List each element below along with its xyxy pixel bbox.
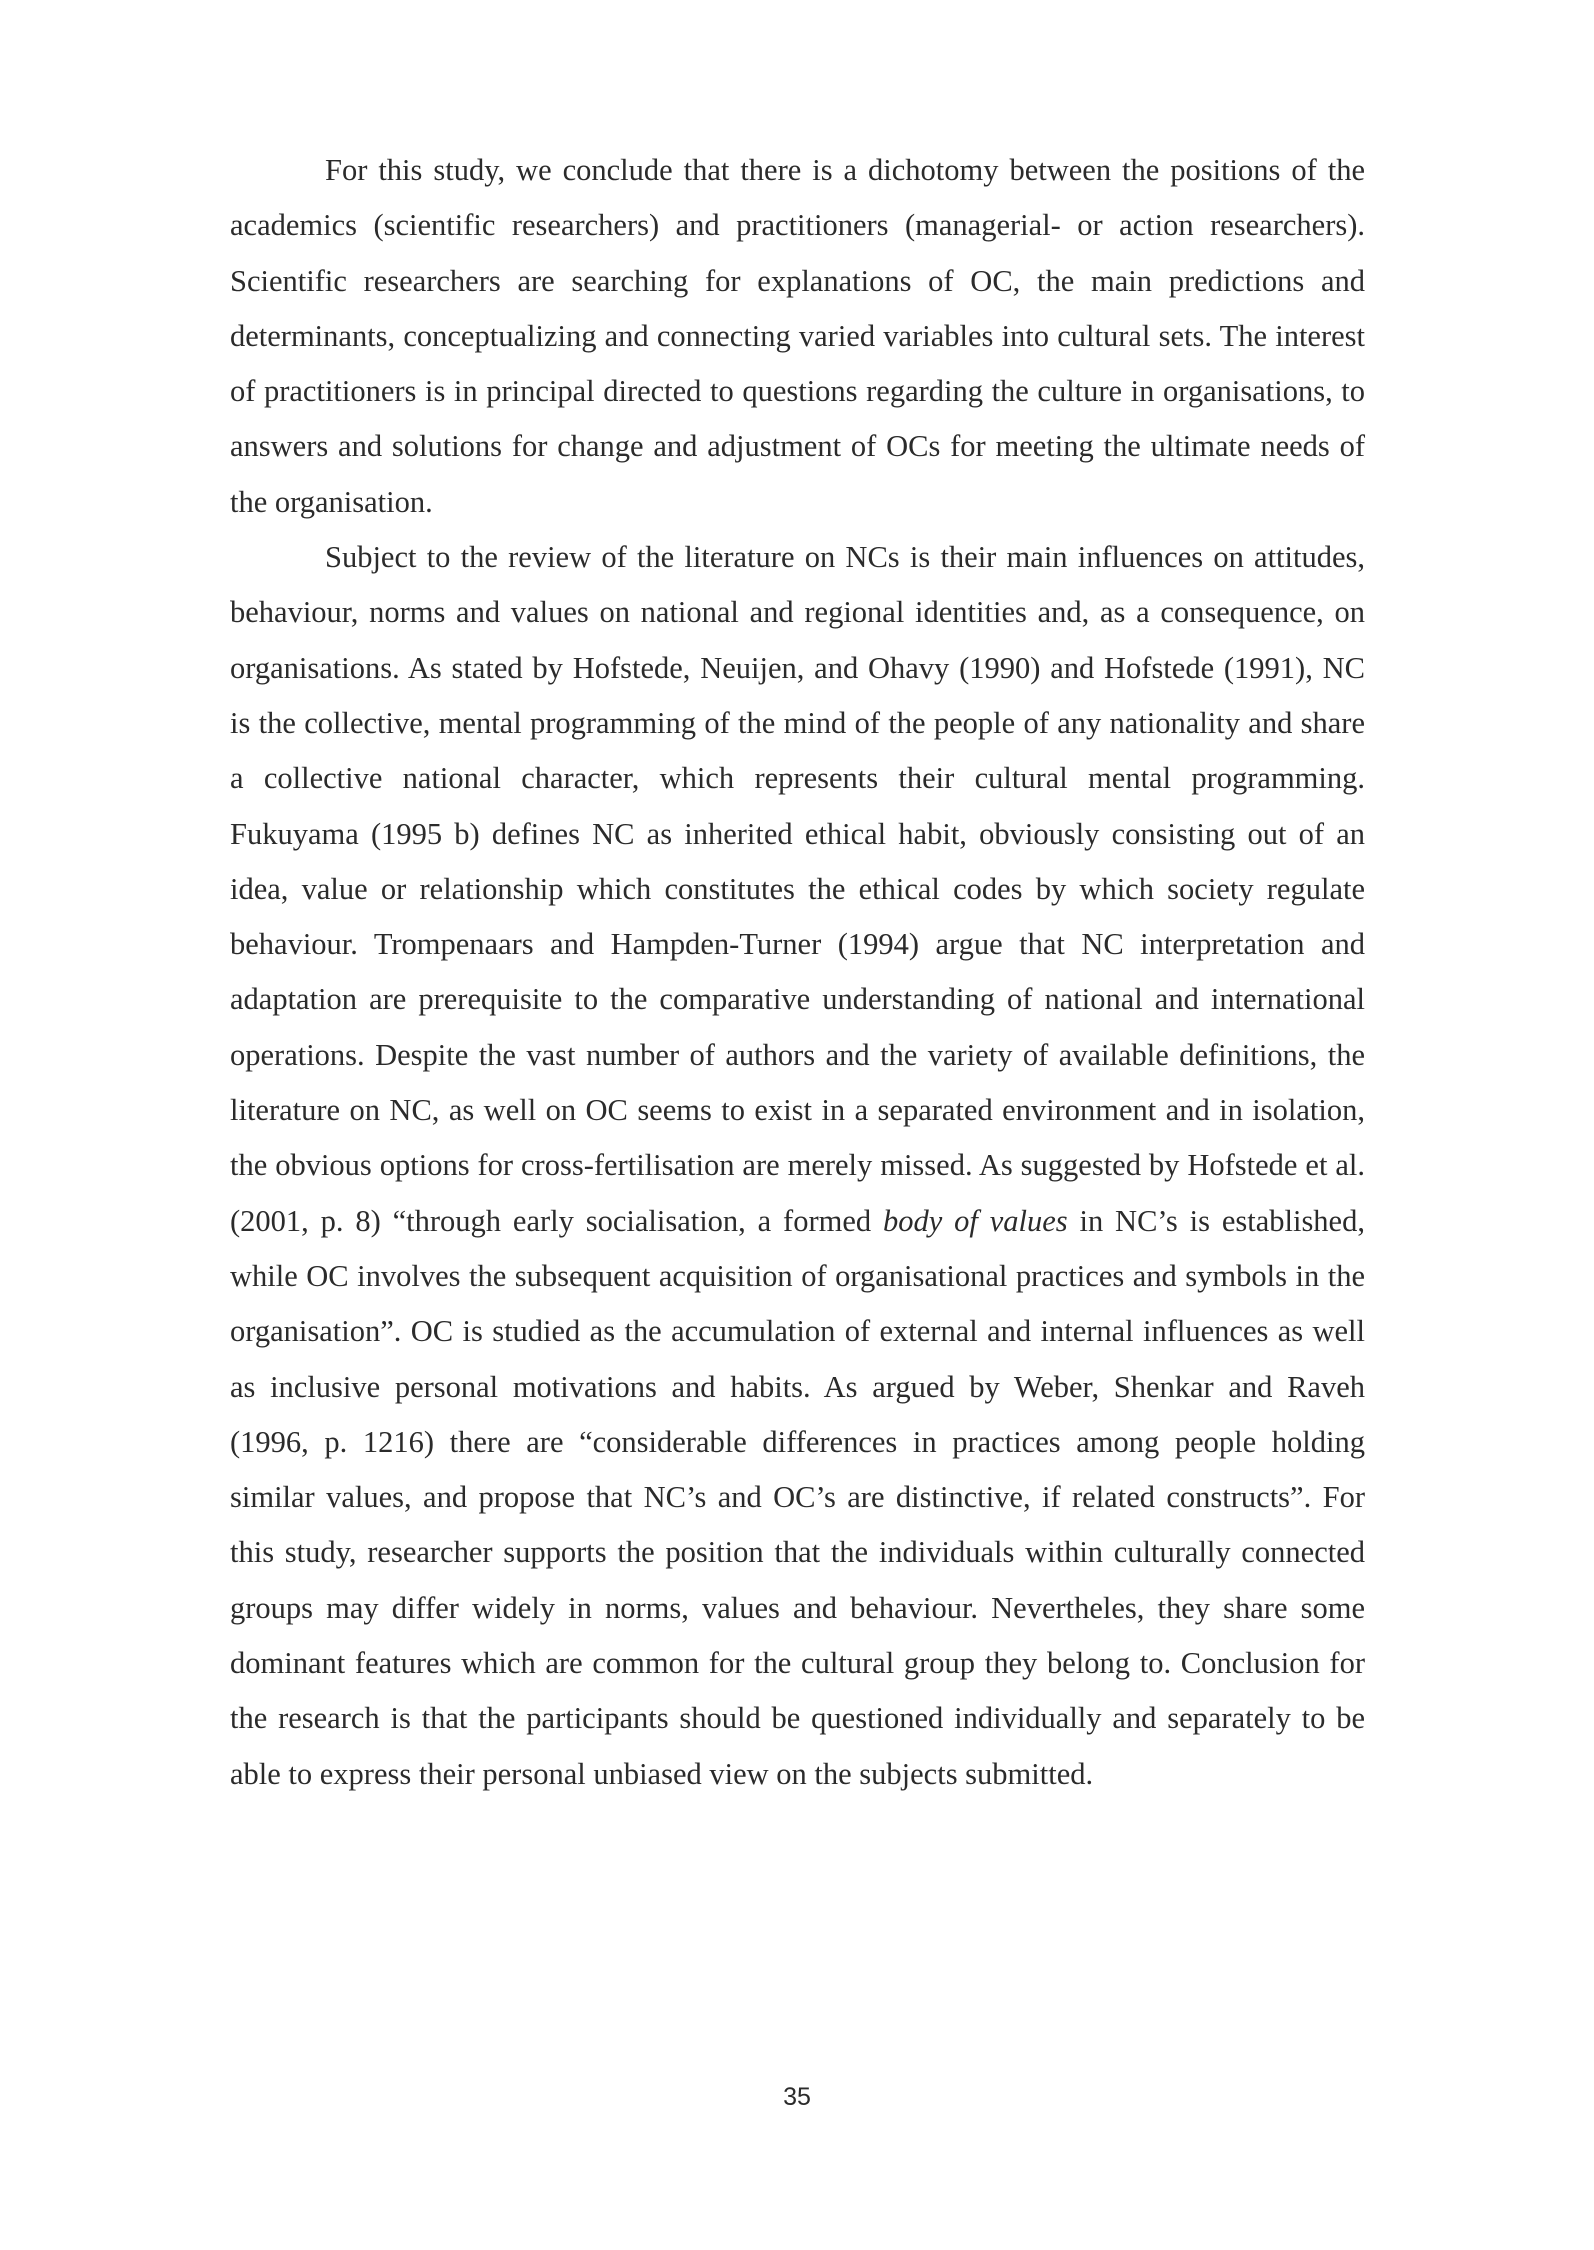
paragraph-2-text-end: in NC’s is established, while OC involves the subsequent acquisition of organisational practices and symbols in the organisation”. OC is studied as the accumulation of external and internal influences as well as inclusive personal motivations and habits. As argued by Weber, Shenkar and Raveh (1996, p. 1216) there are “considerable differences in practices among people holding similar values, and propose that NC’s and OC’s are distinctive, if related constructs”. For this study, researcher supports the position that the individuals within culturally connected groups may differ widely in norms, values and behaviour. Nevertheles, they share some dominant features which are common for the cultural group they belong to. Conclusion for the research is that the participants should be questioned individually and separately to be able to express their personal unbiased view on the subjects submitted. xyxy=(230,1203,1365,1791)
paragraph-2-text-start: Subject to the review of the literature on NCs is their main influences on attitudes, behaviour, norms and values on national and regional identities and, as a consequence, on organisations. As stated by Hofstede, Neuijen, and Ohavy (1990) and Hofstede (1991), NC is the collective, mental programming of the mind of the people of any nationality and share a collective national character, which represents their cultural mental programming. Fukuyama (1995 b) defines NC as inherited ethical habit, obviously consisting out of an idea, value or relationship which constitutes the ethical codes by which society regulate behaviour. Trompenaars and Hampden-Turner (1994) argue that NC interpretation and adaptation are prerequisite to the comparative understanding of national and international operations. Despite the vast number of authors and the variety of available definitions, the literature on NC, as well on OC seems to exist in a separated environment and in isolation, the obvious options for cross-fertilisation are merely missed. As suggested by Hofstede et al. (2001, p. 8) “through early socialisation, a formed xyxy=(230,540,1365,1238)
body-text xyxy=(230,143,1365,1802)
paragraph-2 xyxy=(230,530,1365,1802)
paragraph-1 xyxy=(230,143,1365,530)
page-number: 35 xyxy=(783,2083,811,2111)
paragraph-1-text: For this study, we conclude that there is a dichotomy between the positions of the academics (scientific researchers) and practitioners (managerial- or action researchers). Scientific researchers are searching for explanations of OC, the main predictions and determinants, conceptualizing and connecting varied variables into cultural sets. The interest of practitioners is in principal directed to questions regarding the culture in organisations, to answers and solutions for change and adjustment of OCs for meeting the ultimate needs of the organisation. xyxy=(230,153,1365,519)
italic-phrase: body of values xyxy=(882,1203,1068,1238)
